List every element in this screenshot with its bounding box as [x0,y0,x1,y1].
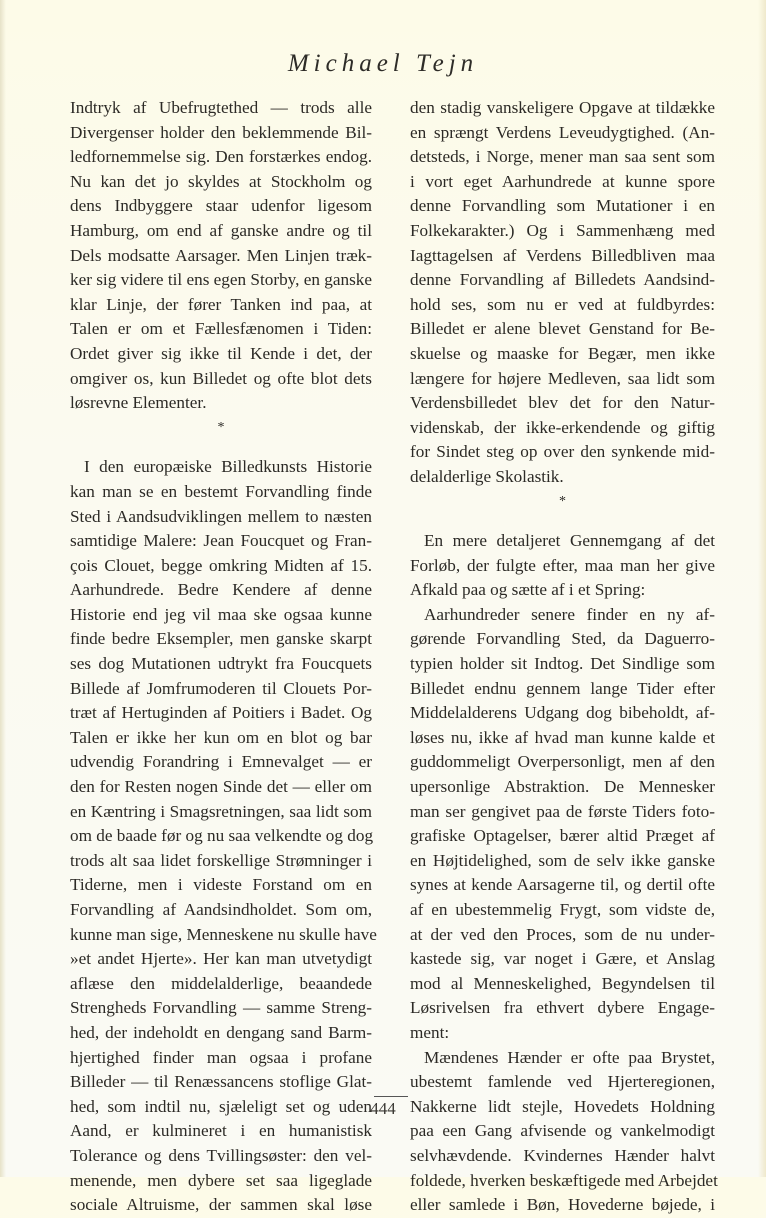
text-line: ledfornemmelse sig. Den forstærkes endog. [70,147,372,167]
text-line: Iagttagelsen af Verdens Billedbliven maa [410,245,715,265]
text-line: typien holder sit Indtog. Det Sindlige som [410,654,715,674]
text-line: i vort eget Aarhundrede at kunne spore [410,171,715,191]
text-line: den stadig vanskeligere Opgave at tildække [410,98,715,117]
text-line: upersonlige Abstraktion. De Mennesker [410,777,715,797]
text-line: af en ubestemmelig Frygt, som vidste de, [410,900,715,919]
text-line: selvhævdende. Kvindernes Hænder halvt [410,1145,715,1165]
running-header: Michael Tejn [287,50,479,77]
text-line: Dels modsatte Aarsager. Men Linjen træk- [70,245,372,265]
text-line: Aarhundrede. Bedre Kendere af denne [70,580,372,600]
text-line: Folkekarakter.) Og i Sammenhæng med [410,220,715,240]
text-line: grafiske Optagelser, bærer altid Præget af [410,826,715,846]
text-line: Forløb, der fulgte efter, maa man her give [410,555,715,575]
text-line: mod al Menneskelighed, Begyndelsen til [410,973,715,993]
text-line: at der ved den Proces, som de nu under- [410,924,715,944]
text-line: aflæse den middelalderlige, beaandede [70,973,372,993]
text-line: en Højtidelighed, som de selv ikke ganske [410,850,715,870]
text-line: Billeder — til Renæssancens stoflige Glat- [70,1072,372,1092]
text-line: ment: [410,1022,450,1042]
paragraph-first-line: Aarhundreder senere finder en ny af- [424,604,715,624]
text-line: Forvandling af Aandsindholdet. Som om, [70,900,372,919]
text-line: kunne man sige, Menneskene nu skulle have [70,924,377,944]
page-number: 444 [370,1099,396,1118]
text-line: denne Forvandling af Billedets Aandsind- [410,270,715,290]
text-line: klar Linje, der fører Tanken ind paa, at [70,294,372,314]
text-line: finde bedre Eksempler, men ganske skarpt [70,629,372,649]
section-break-asterisk: * [217,419,225,435]
text-line: hold ses, som nu er ved at fuldbyrdes: [410,294,715,314]
text-line: om de baade før og nu saa velkendte og dog [70,826,374,846]
text-line: Hamburg, om end af ganske andre og til [70,220,372,240]
text-line: udvendig Forandring i Emnevalget — er [70,752,372,772]
text-line: Sted i Aandsudviklingen mellem to næsten [70,506,372,526]
right-text-column [410,96,718,1218]
text-line: man ser gengivet paa de første Tiders foto- [410,801,715,821]
text-line: ubestemt famlende ved Hjerteregionen, [410,1072,715,1092]
text-line: sociale Altruisme, der sammen skal løse [70,1195,372,1215]
paragraph-spacer [70,440,372,455]
text-line: denne Forvandling som Mutationer i en [410,196,715,216]
text-line: Nu kan det jo skyldes at Stockholm og [70,171,372,191]
text-line: Talen er ikke her kun om en blot og bar [70,727,372,747]
text-line: Nakkerne lidt stejle, Hovedets Holdning [410,1096,715,1116]
text-line: Verdensbilledet blev det for den Natur- [410,393,715,413]
text-line: Aand, er kulmineret i en humanistisk [70,1121,372,1141]
text-line: samtidige Malere: Jean Foucquet og Fran- [70,531,372,551]
text-line: en sprængt Verdens Leveudygtighed. (An- [410,122,715,142]
text-line: Billede af Jomfrumoderen til Clouets Por- [70,678,372,698]
text-line: Indtryk af Ubefrugtethed — trods alle [70,98,372,117]
text-line: foldede, hverken beskæftigede med Arbejdet [410,1170,718,1190]
text-line: ses dog Mutationen udtrykt fra Foucquets [70,654,372,674]
left-text-column [70,96,377,1218]
text-line: løses nu, ikke af hvad man kunne kalde et [410,727,715,747]
text-line: Tiderne, men i videste Forstand om en [70,875,372,895]
text-line: Strengheds Forvandling — samme Streng- [70,998,372,1018]
page-number-rule [374,1096,408,1097]
text-line: detsteds, i Norge, mener man saa sent som [410,147,715,167]
text-line: çois Clouet, begge omkring Midten af 15. [70,555,372,575]
text-line: træt af Hertuginden af Poitiers i Badet. Og [70,703,372,723]
paragraph-first-line: En mere detaljeret Gennemgang af det [424,531,715,551]
text-line: paa een Gang afvisende og vankelmodigt [410,1121,715,1141]
text-line: Talen er om et Fællesfænomen i Tiden: [70,319,372,339]
text-line: synes at kende Aarsagerne til, og dertil ofte [410,875,715,895]
text-line: kastede sig, var noget i Gære, et Anslag [410,949,715,969]
text-line: gørende Forvandling Sted, da Daguerro- [410,629,715,649]
text-line: den for Resten nogen Sinde det — eller om [70,777,372,797]
text-line: eller samlede i Bøn, Hovederne bøjede, i [410,1195,715,1215]
text-line: hed, som indtil nu, sjæleligt set og uden [70,1096,372,1116]
text-line: guddommeligt Overpersonligt, men af den [410,752,715,772]
section-break-asterisk: * [559,493,566,509]
paragraph-first-line: I den europæiske Billedkunsts Historie [84,457,372,477]
page-edge-shadow-right [758,0,766,1177]
text-line: længere for højere Medleven, saa lidt som [410,368,715,388]
text-line: Tolerance og dens Tvillingsøster: den vel- [70,1145,372,1165]
page-edge-shadow-left [0,0,6,1177]
paragraph-first-line: Mændenes Hænder er ofte paa Brystet, [424,1047,715,1067]
text-line: ker sig videre til ens egen Storby, en ganske [70,270,372,290]
text-line: »et andet Hjerte». Her kan man utvetydigt [70,949,372,969]
paragraph-spacer [410,514,715,529]
text-line: omgiver os, kun Billedet og ofte blot dets [70,368,372,388]
text-line: hjertighed finder man ogsaa i profane [70,1047,372,1067]
text-line: hed, der indeholdt en dengang sand Barm- [70,1022,372,1042]
text-line: Middelalderens Udgang dog bibeholdt, af- [410,703,715,723]
text-line: løsrevne Elementer. [70,393,207,413]
text-line: Afkald paa og sætte af i et Spring: [410,580,646,600]
text-line: Divergenser holder den beklemmende Bil- [70,122,372,142]
text-line: videnskab, der ikke-erkendende og giftig [410,417,715,437]
text-line: trods alt saa lidet forskellige Strømninger i [70,850,372,870]
text-line: menende, men dybere set saa ligeglade [70,1170,372,1190]
text-line: kan man se en bestemt Forvandling finde [70,481,372,501]
text-line: skuelse og maaske for Begær, men ikke [410,343,715,363]
text-line: Billedet er alene blevet Genstand for Be- [410,319,715,339]
text-line: delalderlige Skolastik. [410,466,564,486]
text-line: Løsrivelsen fra ethvert dybere Engage- [410,998,715,1018]
text-line: dens Indbyggere staar udenfor ligesom [70,196,372,216]
text-line: for Sindet steg op over den synkende mid- [410,442,715,462]
text-line: Ordet giver sig ikke til Kende i det, der [70,343,372,363]
text-line: en Kæntring i Smagsretningen, saa lidt som [70,801,372,821]
text-line: Historie end jeg vil maa ske ogsaa kunne [70,604,372,624]
text-line: Billedet endnu gennem lange Tider efter [410,678,715,698]
